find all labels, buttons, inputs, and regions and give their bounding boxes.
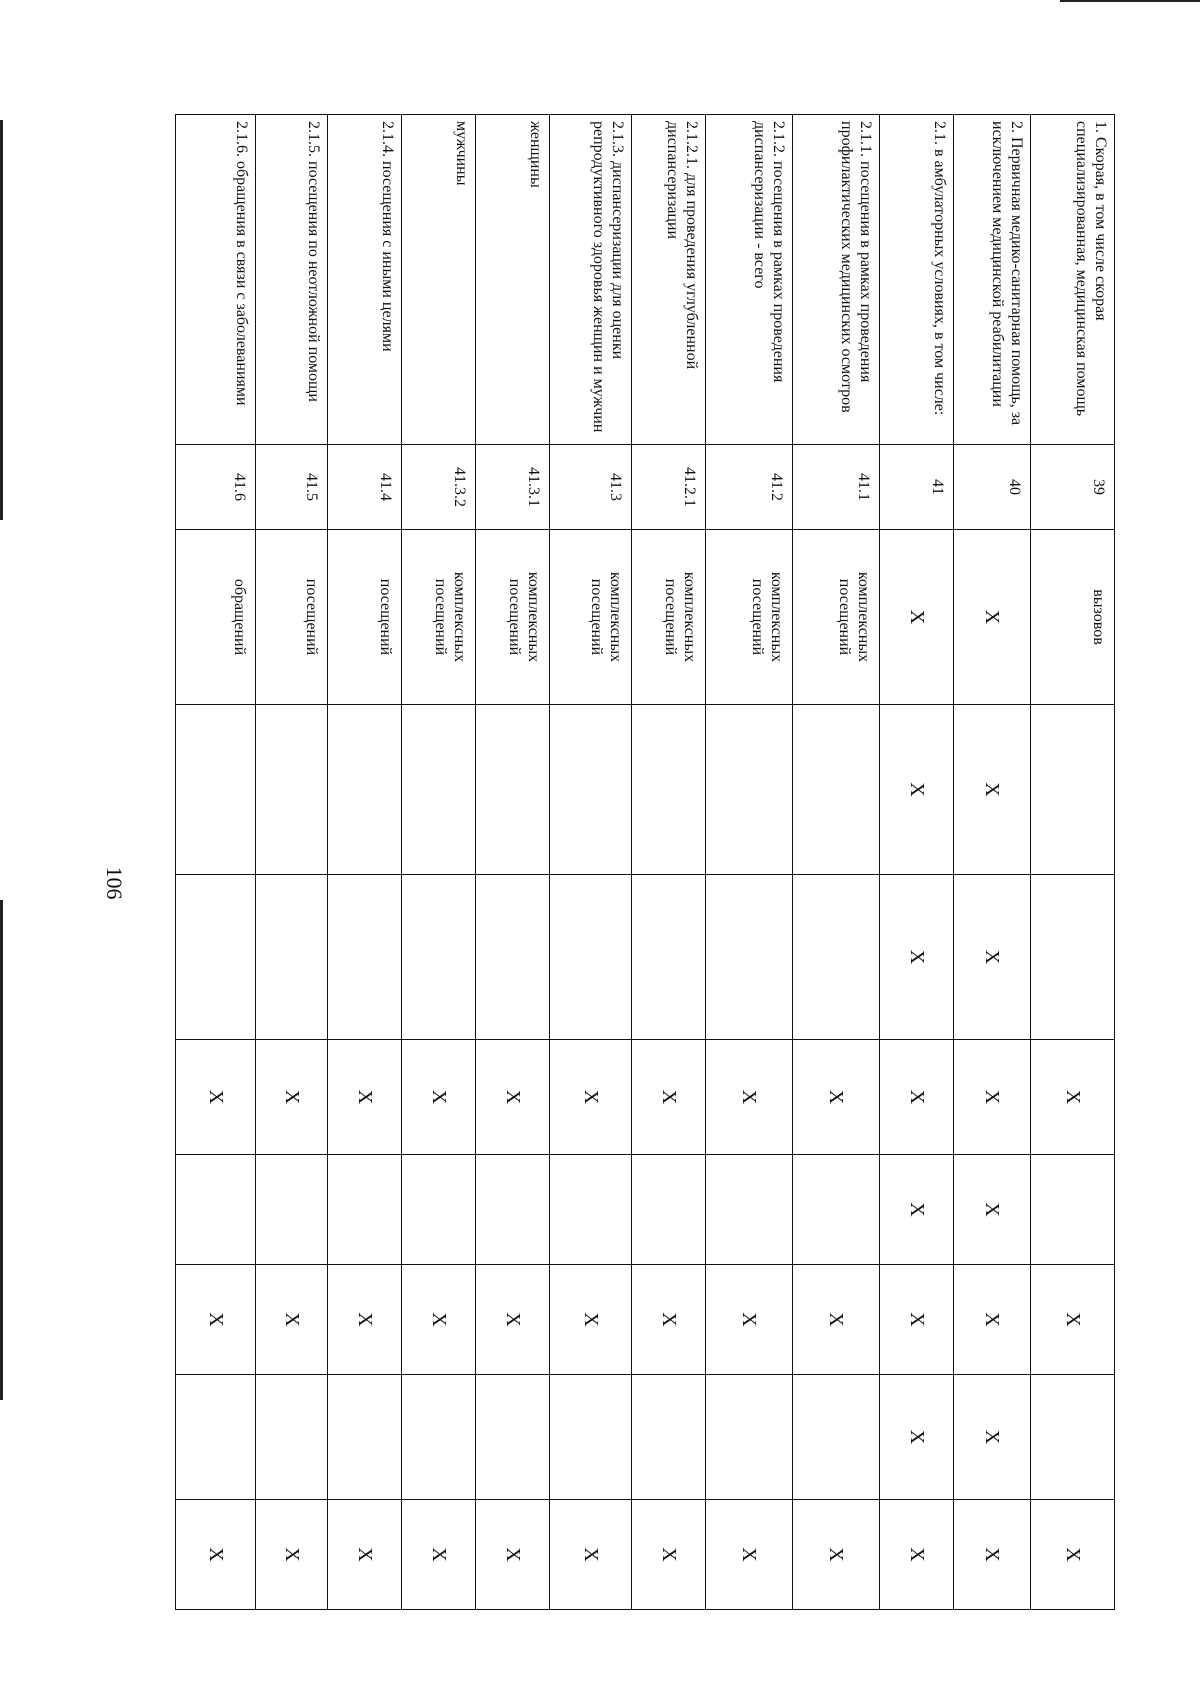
row-code-cell: 41: [880, 445, 954, 530]
data-table: [175, 114, 1115, 1610]
row-code-cell: 41.3.2: [401, 445, 475, 530]
row-value-cell: X: [549, 1040, 631, 1155]
row-value-cell: X: [953, 1040, 1030, 1155]
row-value-cell: [631, 705, 705, 875]
row-name-cell: 2. Первичная медико-санитарная помощь, за исключением медицинской реабилитации: [953, 115, 1030, 445]
row-value-cell: [631, 1155, 705, 1265]
row-value-cell: X: [631, 1265, 705, 1375]
row-value-cell: [549, 705, 631, 875]
row-value-cell: X: [880, 1500, 954, 1610]
row-name-cell: 1. Скорая, в том числе скорая специализированная, медицинская помощь: [1030, 115, 1114, 445]
row-value-cell: [792, 1375, 879, 1500]
row-code-cell: 41.1: [792, 445, 879, 530]
row-value-cell: X: [953, 875, 1030, 1040]
row-code-cell: 40: [953, 445, 1030, 530]
row-value-cell: [328, 705, 402, 875]
row-value-cell: [705, 1155, 792, 1265]
row-value-cell: [631, 1375, 705, 1500]
table-row: [705, 115, 792, 1610]
row-unit-cell: вызовов: [1030, 530, 1114, 705]
row-value-cell: X: [953, 1265, 1030, 1375]
row-value-cell: X: [176, 1040, 256, 1155]
row-value-cell: X: [880, 1040, 954, 1155]
page-number: 106: [102, 866, 127, 900]
row-value-cell: X: [328, 1500, 402, 1610]
row-code-cell: 41.6: [176, 445, 256, 530]
row-value-cell: [1030, 1155, 1114, 1265]
row-value-cell: [176, 1155, 256, 1265]
row-code-cell: 41.4: [328, 445, 402, 530]
row-value-cell: X: [792, 1265, 879, 1375]
row-value-cell: [256, 705, 328, 875]
row-value-cell: X: [401, 1040, 475, 1155]
row-name-cell: 2.1.2.1. для проведения углубленной диспансеризации: [631, 115, 705, 445]
row-unit-cell: обращений: [176, 530, 256, 705]
row-value-cell: X: [792, 1500, 879, 1610]
row-value-cell: [475, 1375, 549, 1500]
row-value-cell: X: [953, 1375, 1030, 1500]
table-row: [401, 115, 475, 1610]
row-value-cell: X: [1030, 1040, 1114, 1155]
row-value-cell: [705, 875, 792, 1040]
row-value-cell: X: [176, 1500, 256, 1610]
row-unit-cell: комплексных посещений: [475, 530, 549, 705]
row-code-cell: 41.2: [705, 445, 792, 530]
row-unit-cell: X: [953, 530, 1030, 705]
row-value-cell: [705, 705, 792, 875]
row-value-cell: [792, 1155, 879, 1265]
row-code-cell: 41.3: [549, 445, 631, 530]
row-value-cell: [176, 1375, 256, 1500]
scan-edge-mark-top: [1060, 0, 1200, 2]
row-value-cell: [401, 705, 475, 875]
row-value-cell: [792, 875, 879, 1040]
row-name-cell: 2.1. в амбулаторных условиях, в том числе:: [880, 115, 954, 445]
row-value-cell: [549, 1155, 631, 1265]
row-value-cell: X: [953, 705, 1030, 875]
row-value-cell: [1030, 1375, 1114, 1500]
row-value-cell: X: [631, 1040, 705, 1155]
row-value-cell: [401, 875, 475, 1040]
row-value-cell: [1030, 705, 1114, 875]
row-value-cell: X: [880, 705, 954, 875]
row-value-cell: X: [401, 1500, 475, 1610]
rotated-table-container: [175, 114, 1115, 1609]
row-name-cell: 2.1.1. посещения в рамках проведения профилактических медицинских осмотров: [792, 115, 879, 445]
row-value-cell: X: [953, 1500, 1030, 1610]
row-unit-cell: комплексных посещений: [705, 530, 792, 705]
row-value-cell: [256, 1155, 328, 1265]
row-code-cell: 41.3.1: [475, 445, 549, 530]
row-value-cell: [475, 875, 549, 1040]
row-value-cell: X: [256, 1265, 328, 1375]
row-value-cell: [176, 875, 256, 1040]
table-row: [328, 115, 402, 1610]
row-value-cell: [475, 705, 549, 875]
scan-edge-mark-left-lower: [0, 900, 3, 1400]
row-value-cell: X: [880, 1265, 954, 1375]
scan-edge-mark-left: [0, 120, 3, 520]
row-value-cell: [549, 875, 631, 1040]
row-name-cell: 2.1.2. посещения в рамках проведения диспансеризации - всего: [705, 115, 792, 445]
row-unit-cell: комплексных посещений: [401, 530, 475, 705]
row-name-cell: 2.1.6. обращения в связи с заболеваниями: [176, 115, 256, 445]
row-value-cell: X: [256, 1500, 328, 1610]
row-value-cell: X: [880, 1375, 954, 1500]
row-unit-cell: комплексных посещений: [792, 530, 879, 705]
row-unit-cell: X: [880, 530, 954, 705]
row-value-cell: X: [1030, 1265, 1114, 1375]
row-name-cell: 2.1.3. диспансеризации для оценки репродуктивного здоровья женщин и мужчин: [549, 115, 631, 445]
table-row: [256, 115, 328, 1610]
row-name-cell: 2.1.4. посещения с иными целями: [328, 115, 402, 445]
table-row: [475, 115, 549, 1610]
table-row: [880, 115, 954, 1610]
row-name-cell: 2.1.5. посещения по неотложной помощи: [256, 115, 328, 445]
table-row: [792, 115, 879, 1610]
row-value-cell: X: [953, 1155, 1030, 1265]
row-value-cell: X: [256, 1040, 328, 1155]
row-value-cell: X: [328, 1040, 402, 1155]
row-value-cell: X: [792, 1040, 879, 1155]
row-value-cell: X: [880, 875, 954, 1040]
row-value-cell: X: [1030, 1500, 1114, 1610]
row-value-cell: X: [475, 1500, 549, 1610]
row-value-cell: [328, 1375, 402, 1500]
row-value-cell: [705, 1375, 792, 1500]
row-value-cell: X: [705, 1265, 792, 1375]
row-unit-cell: посещений: [256, 530, 328, 705]
row-value-cell: X: [705, 1500, 792, 1610]
row-value-cell: [1030, 875, 1114, 1040]
row-value-cell: X: [631, 1500, 705, 1610]
row-code-cell: 39: [1030, 445, 1114, 530]
row-unit-cell: комплексных посещений: [549, 530, 631, 705]
row-code-cell: 41.2.1: [631, 445, 705, 530]
row-value-cell: X: [475, 1040, 549, 1155]
row-value-cell: X: [475, 1265, 549, 1375]
row-value-cell: [256, 875, 328, 1040]
row-value-cell: X: [401, 1265, 475, 1375]
row-value-cell: X: [705, 1040, 792, 1155]
row-value-cell: [401, 1375, 475, 1500]
row-value-cell: [176, 705, 256, 875]
row-value-cell: [328, 875, 402, 1040]
table-row: [953, 115, 1030, 1610]
row-value-cell: X: [880, 1155, 954, 1265]
table-row: [549, 115, 631, 1610]
row-name-cell: женщины: [475, 115, 549, 445]
row-unit-cell: комплексных посещений: [631, 530, 705, 705]
row-value-cell: [475, 1155, 549, 1265]
row-value-cell: [328, 1155, 402, 1265]
table-row: [1030, 115, 1114, 1610]
table-row: [631, 115, 705, 1610]
row-value-cell: X: [176, 1265, 256, 1375]
row-value-cell: [549, 1375, 631, 1500]
row-name-cell: мужчины: [401, 115, 475, 445]
row-value-cell: [792, 705, 879, 875]
row-code-cell: 41.5: [256, 445, 328, 530]
row-value-cell: [256, 1375, 328, 1500]
table-row: [176, 115, 256, 1610]
row-value-cell: X: [328, 1265, 402, 1375]
row-value-cell: [631, 875, 705, 1040]
row-value-cell: X: [549, 1265, 631, 1375]
row-unit-cell: посещений: [328, 530, 402, 705]
row-value-cell: [401, 1155, 475, 1265]
row-value-cell: X: [549, 1500, 631, 1610]
